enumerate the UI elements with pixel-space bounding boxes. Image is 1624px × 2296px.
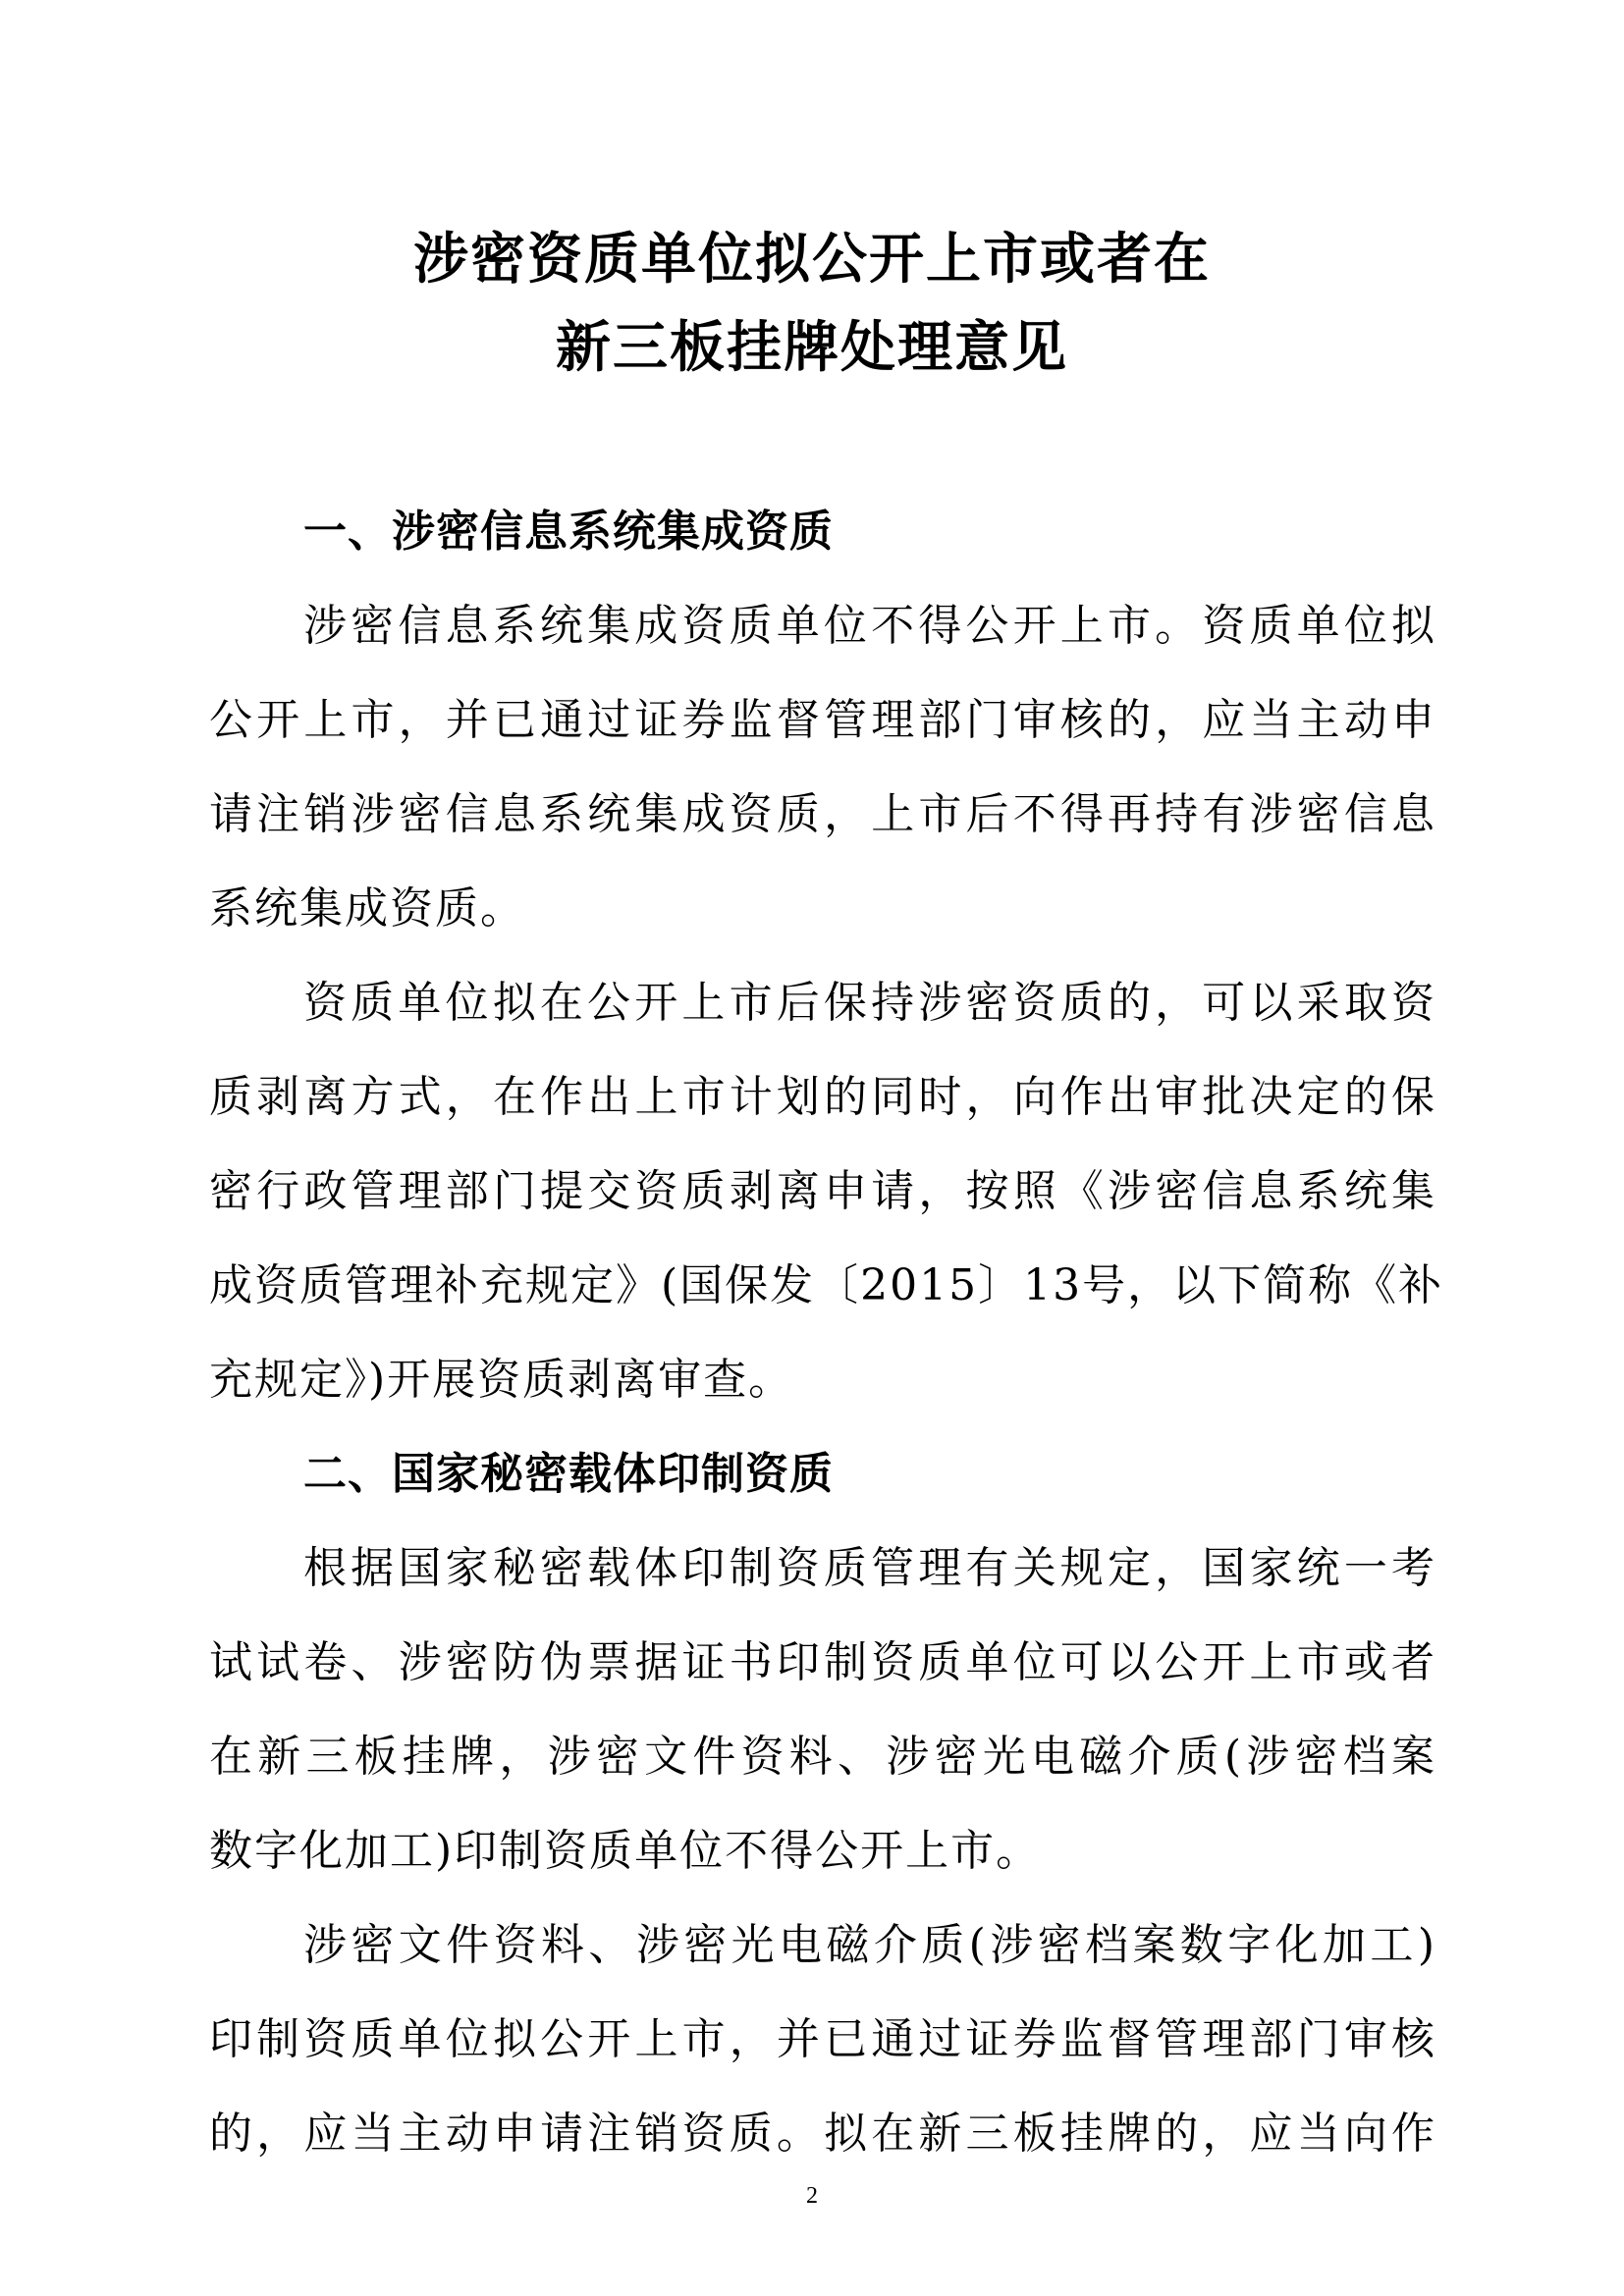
document-title-line-1: 涉密资质单位拟公开上市或者在: [413, 227, 1211, 292]
document-body: [209, 485, 1444, 2181]
section-2-paragraph-2: [209, 1898, 1436, 2181]
section-1-paragraph-1: [209, 579, 1436, 956]
paragraph-line: 涉密文件资料、涉密光电磁介质(涉密档案数字化加工): [303, 1920, 1436, 1970]
paragraph-line: 充规定》)开展资质剥离审查。: [209, 1355, 794, 1405]
page-number: 2: [806, 2183, 818, 2209]
section-heading-1: 一、涉密信息系统集成资质: [303, 507, 834, 557]
paragraph-line: 请注销涉密信息系统集成资质，上市后不得再持有涉密信息: [209, 789, 1436, 839]
paragraph-line: 资质单位拟在公开上市后保持涉密资质的，可以采取资: [303, 978, 1436, 1028]
paragraph-line: 公开上市，并已通过证券监督管理部门审核的，应当主动申: [209, 695, 1436, 745]
paragraph-line: 涉密信息系统集成资质单位不得公开上市。资质单位拟: [303, 601, 1436, 651]
paragraph-line: 密行政管理部门提交资质剥离申请，按照《涉密信息系统集: [209, 1166, 1436, 1216]
paragraph-line: 系统集成资质。: [209, 883, 525, 934]
paragraph-line: 印制资质单位拟公开上市，并已通过证券监督管理部门审核: [209, 2014, 1436, 2064]
paragraph-line: 根据国家秘密载体印制资质管理有关规定，国家统一考: [303, 1543, 1436, 1593]
paragraph-line: 试试卷、涉密防伪票据证书印制资质单位可以公开上市或者: [209, 1637, 1436, 1687]
paragraph-line: 数字化加工)印制资质单位不得公开上市。: [209, 1826, 1042, 1876]
section-2-paragraph-1: [209, 1522, 1436, 1898]
paragraph-line: 在新三板挂牌，涉密文件资料、涉密光电磁介质(涉密档案: [209, 1732, 1436, 1782]
paragraph-line: 的，应当主动申请注销资质。拟在新三板挂牌的，应当向作: [209, 2109, 1436, 2159]
section-1-paragraph-2: [209, 956, 1444, 1427]
section-heading-2: 二、国家秘密载体印制资质: [303, 1449, 834, 1499]
paragraph-line: 质剥离方式，在作出上市计划的同时，向作出审批决定的保: [209, 1072, 1436, 1122]
document-title-line-2: 新三板挂牌处理意见: [556, 315, 1068, 380]
paragraph-line: 成资质管理补充规定》(国保发〔2015〕13号，以下简称《补: [209, 1260, 1444, 1310]
